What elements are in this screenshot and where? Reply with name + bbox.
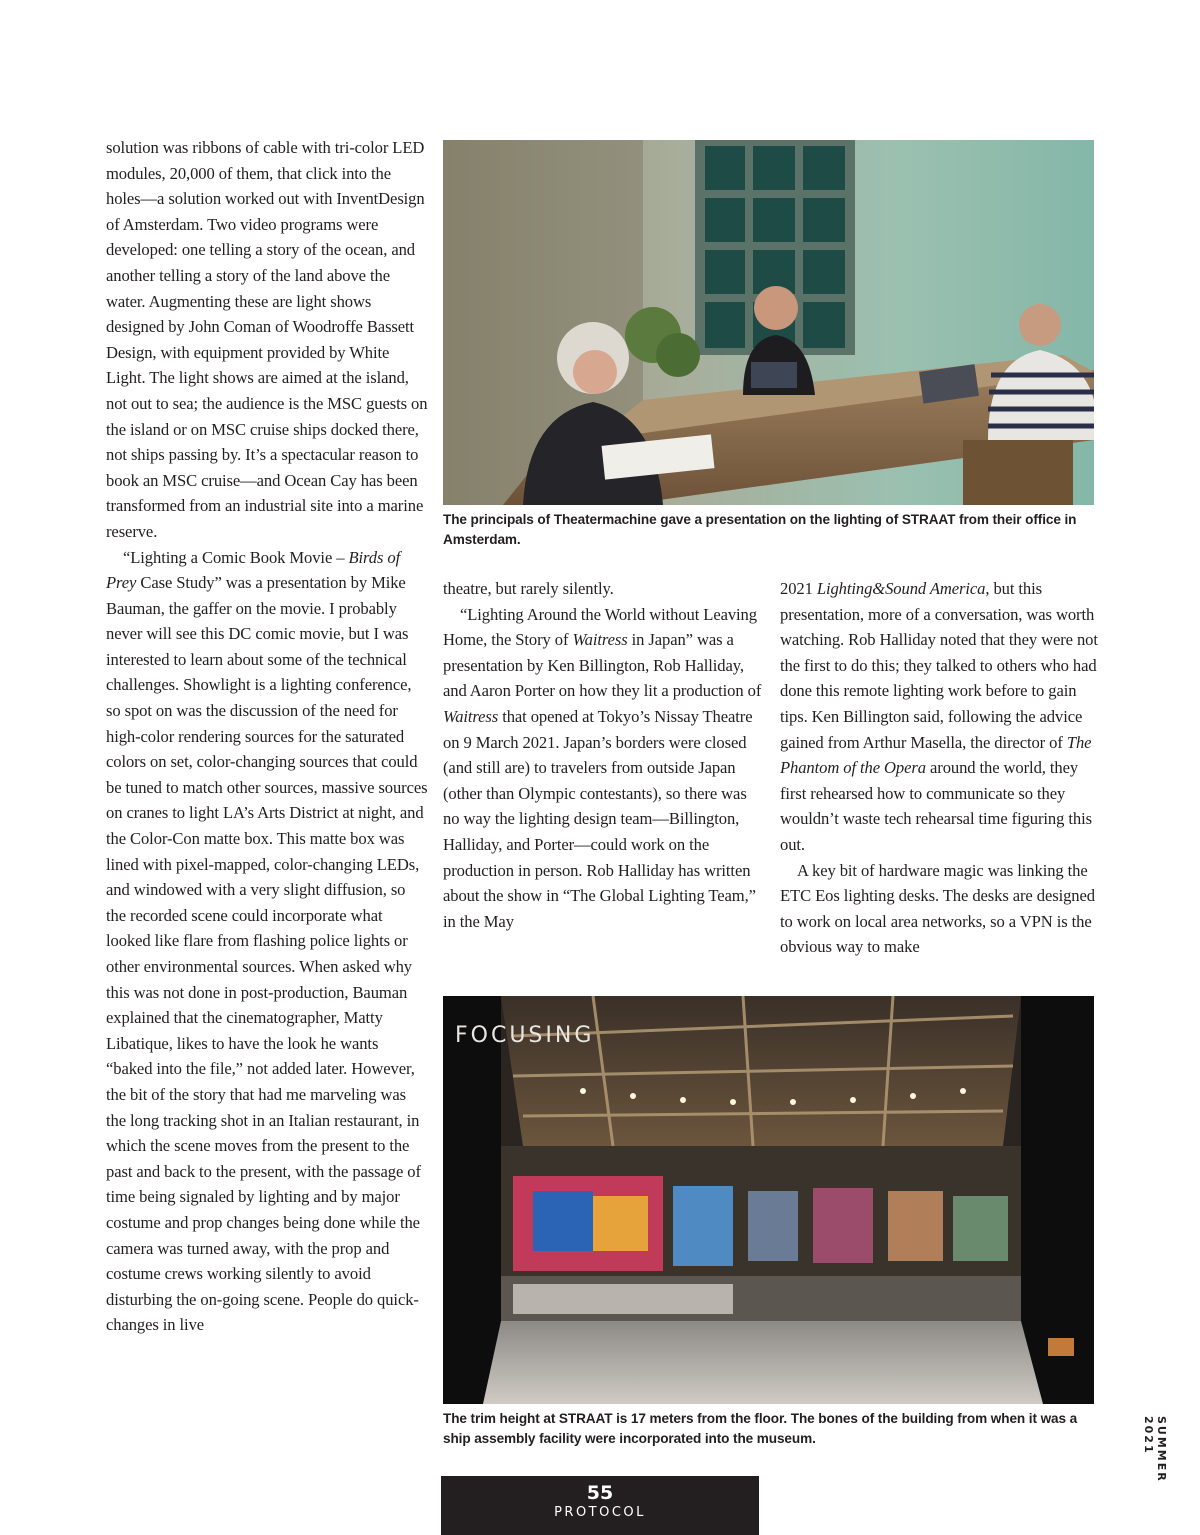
page-number: 55 — [586, 1482, 614, 1504]
paragraph-ocean-cay: solution was ribbons of cable with tri-color LED modules, 20,000 of them, that click into the holes—a solution worked out with InventDesign of Amsterdam. Two video programs were developed: one telling a story of the ocean, and another telling a story of the land above the water. Augmenting these are light shows designed by John Coman of Woodroffe Bassett Design, with equipment provided by White Light. The light shows are aimed at the island, not out to sea; the audience is the MSC guests on the island or on MSC cruise ships docked there, not ships passing by. It’s a spectacular reason to book an MSC cruise—and Ocean Cay has been transformed from an industrial site into a marine reserve. — [106, 138, 428, 541]
magazine-name: PROTOCOL — [554, 1505, 646, 1520]
theatermachine-photo-image — [443, 140, 1094, 505]
page-footer — [441, 1476, 759, 1535]
issue-label: SUMMER 2021 — [1142, 1416, 1168, 1483]
paragraph-theatre: theatre, but rarely silently. — [443, 579, 614, 598]
left-column — [106, 135, 428, 1338]
bottom-photo-caption: The trim height at STRAAT is 17 meters from the floor. The bones of the building from when it was a ship assembly facility were incorporated into the museum. — [443, 1411, 1078, 1446]
paragraph-halliday: 2021 Lighting&Sound America, but this presentation, more of a conversation, was worth watching. Rob Halliday noted that they were not the first to do this; they talked to others who had done this remote lighting work before to gain tips. Ken Billington said, following the advice gained from Arthur Masella, the director of The Phantom of the Opera around the world, they first rehearsed how to communicate so they wouldn’t waste tech rehearsal time figuring this out. — [780, 579, 1098, 854]
top-photo-caption: The principals of Theatermachine gave a presentation on the lighting of STRAAT from their office in Amsterdam. — [443, 512, 1077, 547]
straat-focusing-image — [443, 996, 1094, 1404]
middle-column — [443, 576, 765, 934]
right-column — [780, 576, 1102, 960]
theatermachine-photo — [443, 140, 1094, 505]
logo-mark — [1048, 1338, 1074, 1356]
paragraph-waitress: “Lighting Around the World without Leaving Home, the Story of Waitress in Japan” was a presentation by Ken Billington, Rob Halliday, and Aaron Porter on how they lit a production of Waitress that opened at Tokyo’s Nissay Theatre on 9 March 2021. Japan’s borders were closed (and still are) to travelers from outside Japan (other than Olympic contestants), so there was no way the lighting design team—Billington, Halliday, and Porter—could work on the production in person. Rob Halliday has written about the show in “The Global Lighting Team,” in the May — [443, 604, 762, 931]
focusing-overlay-label: FOCUSING — [455, 1023, 595, 1048]
paragraph-birds-of-prey: “Lighting a Comic Book Movie – Birds of Prey Case Study” was a presentation by Mike Bauman, the gaffer on the movie. I probably never will see this DC comic movie, but I was interested to learn about some of the technical challenges. Showlight is a lighting conference, so spot on was the discussion of the need for high-color rendering sources for the saturated colors on set, color-changing sources that could be tuned to match other sources, massive sources on cranes to light LA’s Arts District at night, and the Color-Con matte box. This matte box was lined with pixel-mapped, color-changing LEDs, and windowed with a very slight diffusion, so the recorded scene could incorporate what looked like flare from flashing police lights or other environmental sources. When asked why this was not done in post-production, Bauman explained that the cinematographer, Matty Libatique, likes to have the look he wants “baked into the file,” not added later. However, the bit of the story that had me marveling was the long tracking shot in an Italian restaurant, in which the scene moves from the present to the past and back to the present, with the passage of time being signaled by lighting and by major costume and prop changes being done while the camera was turned away, with the prop and costume crews working silently to avoid disturbing the on-going scene. People do quick-changes in live — [106, 547, 428, 1335]
paragraph-eos-desks: A key bit of hardware magic was linking the ETC Eos lighting desks. The desks are designed to work on local area networks, so a VPN is the obvious way to make — [780, 860, 1095, 957]
straat-focusing-photo — [443, 996, 1094, 1404]
